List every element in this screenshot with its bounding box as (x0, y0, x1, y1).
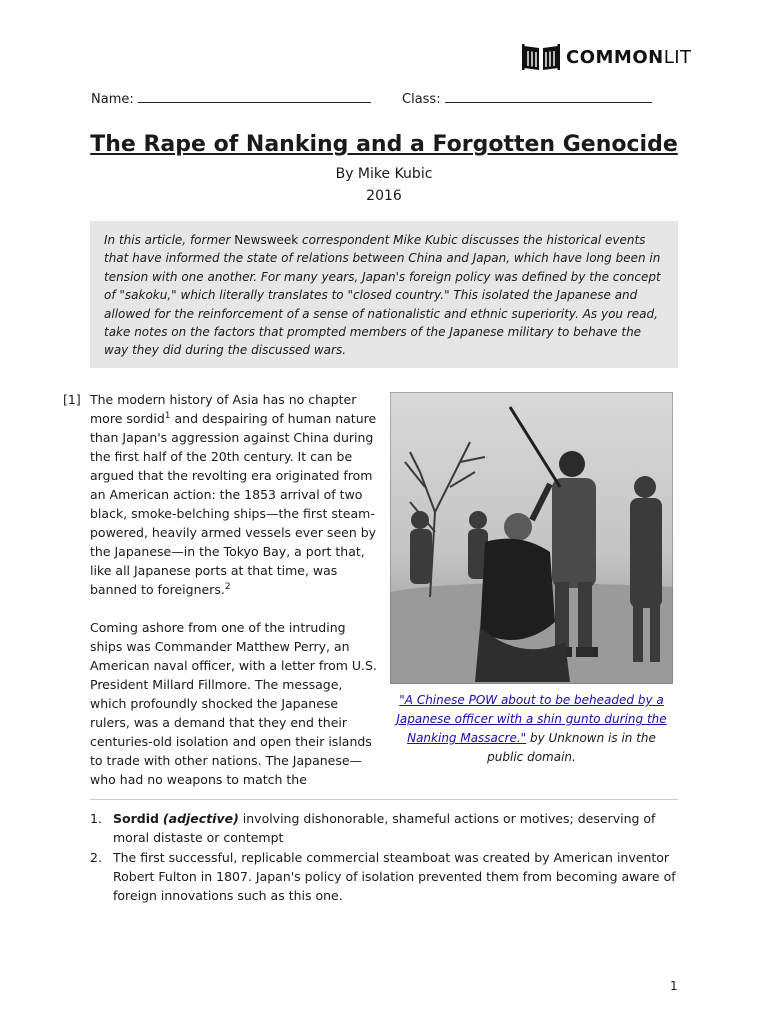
footnote-ref-2: 2 (224, 581, 231, 592)
page-number: 1 (670, 979, 678, 993)
intro-text-2: correspondent Mike Kubic discusses the historical events that have informed the state of relations between China and Japan, which have long been in tension with one another. For many years, Japan's foreign policy was defined by the concept of "sakoku," which literally translates to "closed country." This isolated the Japanese and allowed for the reinforcement of a sense of nationalistic and ethnic superiority. As you read, take notes on the factors that prompted members of the Japanese military to behave the way they did during the discussed wars. (104, 233, 661, 358)
class-field (402, 90, 652, 107)
footnote-ref-1: 1 (164, 410, 171, 421)
body-paragraph-2: Coming ashore from one of the intruding ships was Commander Matthew Perry, an American naval officer, with a letter from U.S. President Millard Fillmore. The message, which profoundly shocked the Japanese rulers, was a demand that they end their centuries-old isolation and open their islands to trade with other nations. The Japanese—who had no weapons to match the (90, 620, 377, 787)
intro-box (90, 221, 678, 368)
book-icon (522, 42, 560, 72)
p1-text-a: The modern history of Asia has no chapter more sordid (90, 392, 357, 426)
paragraph-number: [1] (63, 392, 81, 407)
caption-link[interactable]: "A Chinese POW about to be beheaded by a Japanese officer with a shin gunto during the Nanking Massacre." (396, 693, 667, 745)
intro-text-1: In this article, former (104, 233, 235, 247)
footnote-divider (90, 799, 678, 800)
footnote-2 (90, 848, 678, 905)
footnote-number: 1. (90, 811, 102, 826)
intro-publication: Newsweek (234, 233, 299, 247)
article-year: 2016 (366, 188, 402, 204)
photo-caption (390, 691, 673, 767)
footnote-text: The first successful, replicable commercial steamboat was created by American inventor Robert Fulton in 1807. Japan's policy of isolation prevented them from becoming aware of foreign innovations such as this one. (113, 850, 676, 903)
name-label: Name: (91, 92, 134, 107)
class-label: Class: (402, 92, 441, 107)
name-field (91, 90, 371, 107)
article-byline: By Mike Kubic (335, 166, 433, 182)
footnote-definition: involving dishonorable, shameful actions or motives; deserving of moral distaste or contempt (113, 811, 656, 845)
commonlit-logo (522, 42, 692, 72)
caption-credit: by Unknown is in the public domain. (487, 731, 656, 764)
body-paragraph-1 (90, 390, 380, 599)
article-title: The Rape of Nanking and a Forgotten Genocide (90, 132, 678, 157)
name-blank (138, 90, 371, 103)
footnote-number: 2. (90, 850, 102, 865)
historical-photo (390, 392, 673, 684)
footnote-1 (90, 809, 678, 847)
class-blank (445, 90, 652, 103)
p1-text-b: and despairing of human nature than Japan's aggression against China during the first half of the 20th century. It can be argued that the revolting era originated from an American action: the 1853 arrival of two black, smoke-belching ships—the first steam-powered, heavily armed vessels ever seen by the Japanese—in the Tokyo Bay, a port that, like all Japanese ports at that time, was banned to foreigners. (90, 411, 377, 597)
footnote-pos: (adjective) (162, 811, 239, 826)
logo-wordmark: COMMONLIT (566, 46, 692, 68)
footnote-term: Sordid (113, 811, 159, 826)
